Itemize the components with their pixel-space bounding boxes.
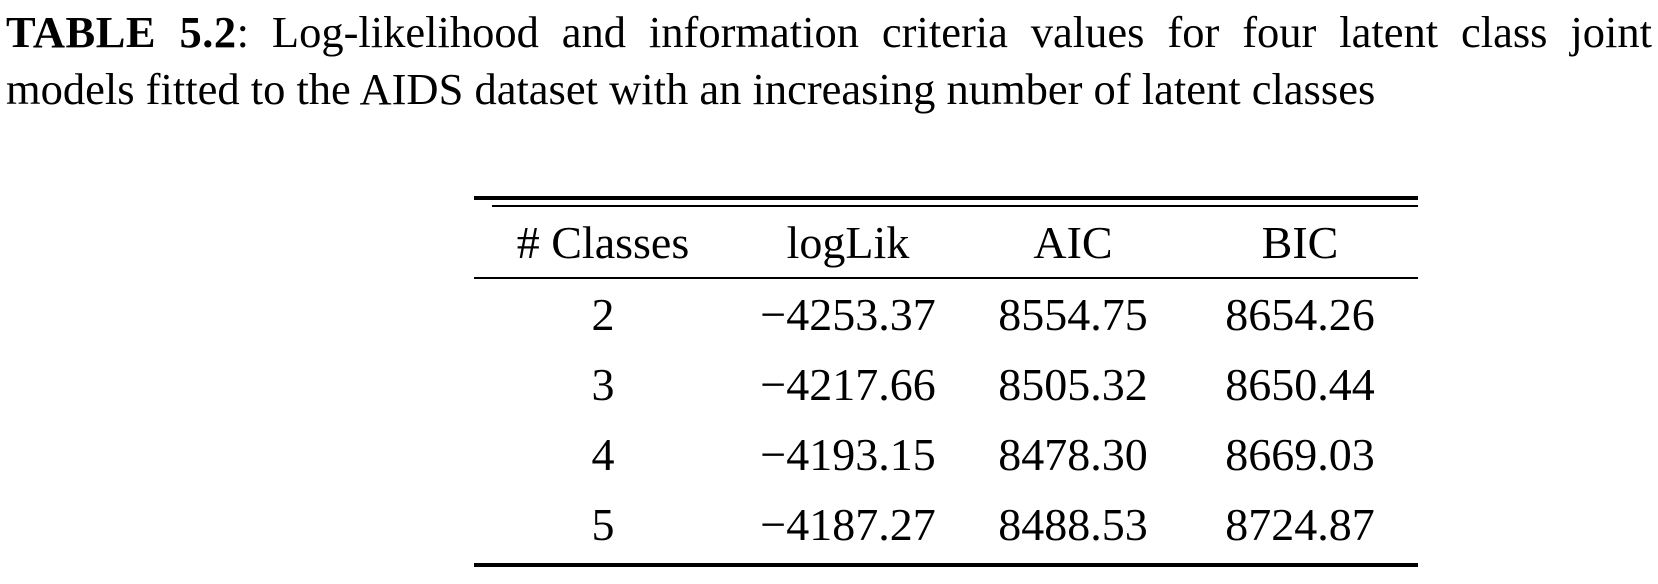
cell-loglik: −4193.15	[760, 428, 936, 480]
cell-classes: 3	[591, 358, 615, 410]
cell-loglik: −4187.27	[760, 498, 936, 550]
cell-classes: 4	[591, 428, 615, 480]
results-table	[474, 207, 1418, 559]
cell-loglik: −4217.66	[760, 358, 936, 410]
results-table-container	[474, 196, 1418, 567]
table-row	[474, 489, 1418, 559]
cell-bic: 8724.87	[1225, 498, 1375, 550]
header-aic: AIC	[1033, 216, 1113, 268]
caption-text: Log-likelihood and information criteria values for four latent class joint models fitted to the AIDS dataset with an increasing number of latent classes	[6, 7, 1652, 114]
table-caption	[6, 4, 1652, 118]
cell-classes: 2	[591, 288, 615, 340]
cell-bic: 8654.26	[1225, 288, 1375, 340]
cell-loglik: −4253.37	[760, 288, 936, 340]
cell-classes: 5	[591, 498, 615, 550]
table-header-row	[474, 207, 1418, 278]
table-row	[474, 349, 1418, 419]
cell-aic: 8554.75	[998, 288, 1148, 340]
cell-aic: 8478.30	[998, 428, 1148, 480]
cell-aic: 8488.53	[998, 498, 1148, 550]
caption-separator: :	[236, 7, 249, 57]
cell-bic: 8669.03	[1225, 428, 1375, 480]
header-loglik: logLik	[786, 216, 910, 268]
table-row	[474, 278, 1418, 349]
cell-bic: 8650.44	[1225, 358, 1375, 410]
table-row	[474, 419, 1418, 489]
cell-aic: 8505.32	[998, 358, 1148, 410]
header-bic: BIC	[1261, 216, 1339, 268]
header-classes: # Classes	[516, 216, 690, 268]
caption-label: TABLE 5.2	[6, 7, 237, 57]
bottom-rule	[474, 563, 1418, 567]
